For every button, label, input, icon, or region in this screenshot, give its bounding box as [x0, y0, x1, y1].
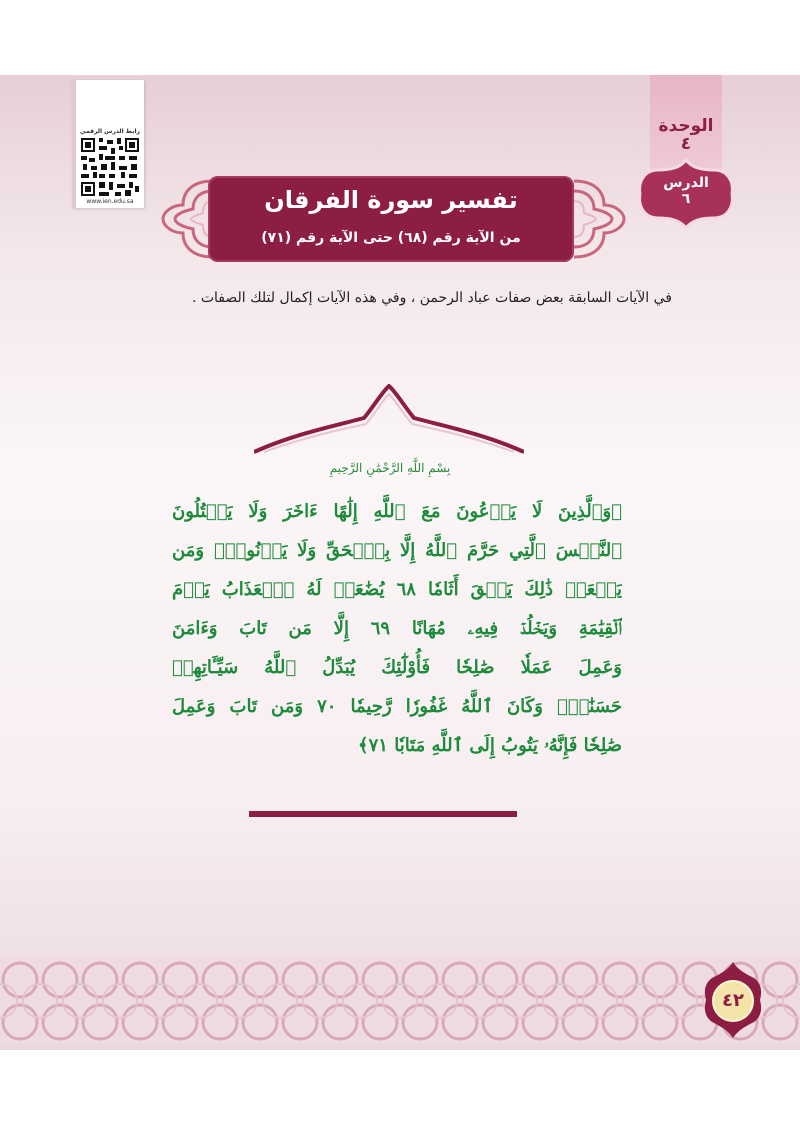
intro-text: في الآيات السابقة بعض صفات عباد الرحمن ، وفي هذه الآيات إكمال لتلك الصفات .	[191, 290, 672, 306]
verse-line: يَفۡعَلۡ ذَٰلِكَ يَلۡقَ أَثَامٗا ٦٨ يُضَٰعَفۡ لَهُ ٱلۡعَذَابُ يَوۡمَ	[172, 579, 622, 600]
page-subtitle: من الآية رقم (٦٨) حتى الآية رقم (٧١)	[261, 230, 521, 246]
left-ornament-icon	[157, 175, 215, 263]
quran-verses	[172, 492, 622, 765]
footer-pattern	[0, 958, 800, 1044]
verse-line: ﴿وَٱلَّذِينَ لَا يَدۡعُونَ مَعَ ٱللَّهِ إِلَٰهًا ءَاخَرَ وَلَا يَقۡتُلُونَ	[172, 501, 622, 522]
qr-code-icon[interactable]	[81, 138, 139, 196]
bismillah-text: بِسْمِ اللَّهِ الرَّحْمَٰنِ الرَّحِيمِ	[329, 461, 451, 475]
unit-number: ٤	[680, 134, 692, 154]
arch-ornament-icon	[254, 384, 524, 454]
qr-url[interactable]: www.ien.edu.sa	[86, 198, 134, 205]
page-number: ٤٢	[722, 990, 744, 1011]
verse-line: ٱلۡقِيَٰمَةِ وَيَخۡلُدۡ فِيهِۦ مُهَانًا ٦٩ إِلَّا مَن تَابَ وَءَامَنَ	[172, 618, 622, 639]
verse-line: حَسَنَٰتٖۗ وَكَانَ ٱللَّهُ غَفُورٗا رَّحِيمٗا ٧٠ وَمَن تَابَ وَعَمِلَ	[172, 696, 622, 717]
verse-line: صَٰلِحٗا فَإِنَّهُۥ يَتُوبُ إِلَى ٱللَّهِ مَتَابٗا ٧١﴾	[358, 735, 622, 756]
qr-label: رابط الدرس الرقمي	[80, 128, 140, 135]
verse-line: وَعَمِلَ عَمَلٗا صَٰلِحٗا فَأُوْلَٰٓئِكَ يُبَدِّلُ ٱللَّهُ سَيِّـَٔاتِهِمۡ	[172, 657, 622, 678]
divider-bar	[249, 811, 517, 817]
page-title: تفسير سورة الفرقان	[264, 186, 518, 214]
verse-line: ٱلنَّفۡسَ ٱلَّتِي حَرَّمَ ٱللَّهُ إِلَّا بِٱلۡحَقِّ وَلَا يَزۡنُونَۚ وَمَن	[172, 540, 622, 561]
qr-card[interactable]	[72, 80, 144, 208]
lesson-number: ٦	[681, 191, 691, 207]
lesson-label: الدرس	[663, 175, 709, 191]
unit-label: الوحدة	[658, 116, 714, 136]
right-ornament-icon	[572, 175, 630, 263]
